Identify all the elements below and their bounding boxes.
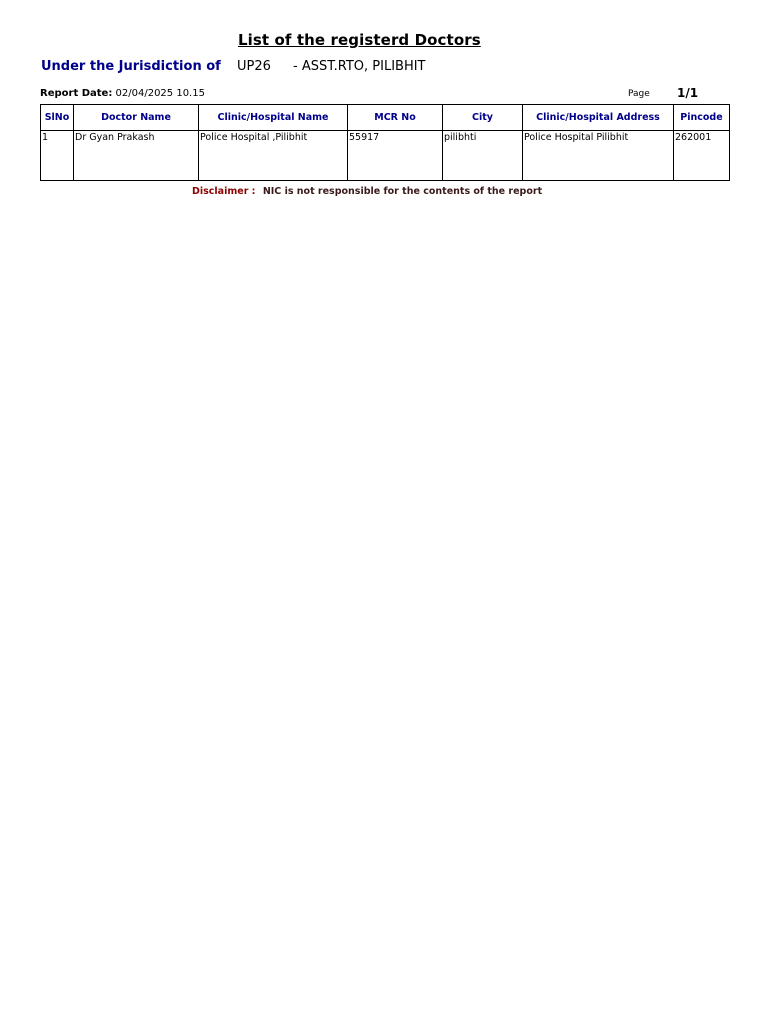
page-label: Page bbox=[628, 89, 650, 99]
cell-pincode: 262001 bbox=[674, 131, 730, 181]
jurisdiction-label: Under the Jurisdiction of bbox=[41, 59, 221, 74]
disclaimer-text: NIC is not responsible for the contents of the report bbox=[262, 186, 543, 197]
report-title: List of the registerd Doctors bbox=[238, 31, 481, 49]
cell-slno: 1 bbox=[41, 131, 74, 181]
report-date-value: 02/04/2025 10.15 bbox=[115, 88, 205, 99]
header-pincode: Pincode bbox=[674, 105, 730, 131]
page-number: 1/1 bbox=[677, 86, 699, 100]
header-city: City bbox=[443, 105, 523, 131]
cell-clinic-name: Police Hospital ,Pilibhit bbox=[199, 131, 348, 181]
jurisdiction-code: UP26 bbox=[237, 59, 271, 74]
header-doctor-name: Doctor Name bbox=[74, 105, 199, 131]
table-header-row bbox=[41, 105, 730, 131]
cell-doctor-name: Dr Gyan Prakash bbox=[74, 131, 199, 181]
report-date bbox=[40, 88, 205, 99]
report-date-label: Report Date: bbox=[40, 88, 113, 99]
header-clinic-address: Clinic/Hospital Address bbox=[523, 105, 674, 131]
disclaimer-label: Disclaimer : bbox=[192, 186, 256, 197]
header-slno: SlNo bbox=[41, 105, 74, 131]
jurisdiction-office: - ASST.RTO, PILIBHIT bbox=[293, 59, 426, 74]
doctors-table bbox=[40, 104, 730, 181]
table-row bbox=[41, 131, 730, 181]
cell-clinic-address: Police Hospital Pilibhit bbox=[523, 131, 674, 181]
header-clinic-name: Clinic/Hospital Name bbox=[199, 105, 348, 131]
cell-mcr-no: 55917 bbox=[348, 131, 443, 181]
header-mcr-no: MCR No bbox=[348, 105, 443, 131]
cell-city: pilibhti bbox=[443, 131, 523, 181]
disclaimer bbox=[192, 186, 542, 197]
